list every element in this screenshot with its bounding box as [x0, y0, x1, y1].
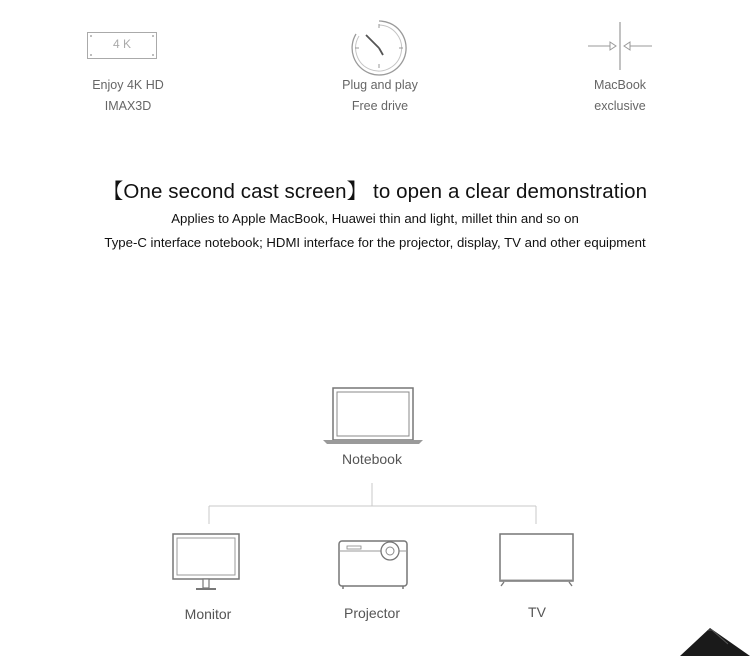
feature-4k-line2: IMAX3D: [104, 99, 152, 113]
subtitle-line2: Type-C interface notebook; HDMI interface for the projector, display, TV and other equipment: [104, 235, 646, 250]
corner-decoration: [680, 626, 750, 656]
subtitle-line1: Applies to Apple MacBook, Huawei thin and light, millet thin and so on: [171, 211, 579, 226]
4k-badge-text: 4 K: [112, 37, 131, 51]
tv-label: TV: [528, 604, 546, 620]
projector-icon: [337, 538, 411, 590]
feature-macbook-line2: exclusive: [594, 99, 646, 113]
feature-4k-line1: Enjoy 4K HD: [92, 78, 164, 92]
feature-plug-line1: Plug and play: [342, 78, 418, 92]
feature-plug-line2: Free drive: [351, 99, 409, 113]
projector-label: Projector: [343, 605, 401, 621]
monitor-icon: [172, 533, 240, 591]
tv-icon: [499, 533, 575, 587]
feature-macbook-line1: MacBook: [593, 78, 647, 92]
laptop-icon: [322, 387, 424, 445]
headline: 【One second cast screen】 to open a clear demonstration: [102, 180, 648, 203]
monitor-label: Monitor: [184, 606, 232, 622]
notebook-label: Notebook: [342, 451, 402, 467]
